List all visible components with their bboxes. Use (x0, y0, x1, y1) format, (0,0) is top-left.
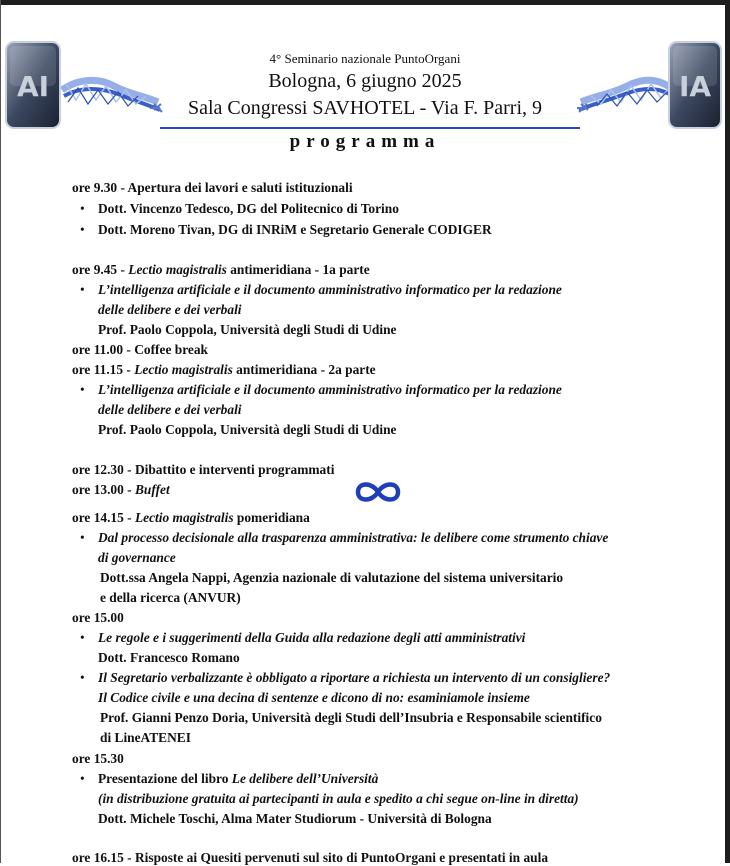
document-frame-top (0, 0, 730, 5)
session-opening (72, 180, 353, 196)
seminar-subtitle: 4° Seminario nazionale PuntoOrgani (269, 51, 461, 66)
session-time: ore 13.00 - (72, 482, 135, 497)
session-time: ore 9.45 - (72, 262, 129, 277)
speaker: Prof. Paolo Coppola, Università degli Studi di Udine (98, 422, 397, 437)
greeting-item: • Dott. Vincenzo Tedesco, DG del Politecnico di Torino (98, 201, 399, 217)
book-note: (in distribuzione gratuita ai partecipanti in aula e spedito a chi segue on-line in diretta) (98, 791, 579, 806)
lectio-label: Lectio magistralis (128, 262, 227, 277)
talk-title: • Dal processo decisionale alla trasparenza amministrativa: le delibere come strumento chiave (98, 530, 608, 546)
speaker: Prof. Paolo Coppola, Università degli Studi di Udine (98, 322, 397, 337)
document-frame-left (0, 0, 1, 863)
session-debate: ore 12.30 - Dibattito e interventi programmati (72, 462, 335, 477)
talk-title-cont: delle delibere e dei verbali (98, 402, 242, 417)
talk-title-cont: delle delibere e dei verbali (98, 302, 242, 317)
session-time: ore 14.15 - (72, 510, 135, 525)
book-title: Le delibere dell’Università (231, 771, 379, 786)
book-presentation (98, 771, 378, 787)
session-lectio-2 (72, 362, 376, 378)
ia-logo-right (577, 38, 725, 140)
greeting-item: • Dott. Moreno Tivan, DG di INRiM e Segretario Generale CODIGER (98, 222, 492, 238)
talk-title: • Il Segretario verbalizzante è obbligato a riportare a richiesta un intervento di un consigliere? (98, 670, 610, 686)
talk-title: • L’intelligenza artificiale e il documento amministrativo informatico per la redazione (98, 282, 562, 298)
speaker: Prof. Gianni Penzo Doria, Università degli Studi dell’Insubria e Responsabile scientifico (100, 710, 602, 725)
session-lectio-1 (72, 262, 370, 278)
speaker: Dott. Francesco Romano (98, 650, 240, 665)
talk-title-cont: di governance (98, 550, 176, 565)
event-date: Bologna, 6 giugno 2025 (268, 70, 462, 92)
speaker: Dott. Michele Toschi, Alma Mater Studiorum - Università di Bologna (98, 811, 492, 826)
ai-logo-left-text: AI (16, 70, 50, 103)
header-divider (160, 127, 580, 129)
session-title: Buffet (134, 482, 170, 497)
session-qa: ore 16.15 - Risposte ai Quesiti pervenuti sul sito di PuntoOrgani e presentati in aula (72, 850, 549, 865)
session-time: ore 11.15 - (72, 362, 135, 377)
session-coffee-break: ore 11.00 - Coffee break (72, 342, 208, 357)
lectio-label: Lectio magistralis (134, 362, 233, 377)
ia-logo-right-text: IA (678, 70, 712, 103)
event-venue: Sala Congressi SAVHOTEL - Via F. Parri, 9 (187, 97, 543, 119)
lectio-label: Lectio magistralis (134, 510, 234, 525)
book-label: Presentazione del libro (98, 771, 232, 786)
speaker-cont: di LineATENEI (100, 730, 191, 745)
document-frame-right (725, 0, 730, 863)
section-title: programma (289, 131, 441, 152)
session-title: - Apertura dei lavori e saluti istituzionali (117, 180, 353, 195)
session-lectio-3 (72, 510, 310, 526)
infinity-icon (354, 478, 402, 506)
session-title: antimeridiana - 1a parte (226, 262, 370, 277)
session-time: ore 9.30 (72, 180, 118, 195)
speaker: Dott.ssa Angela Nappi, Agenzia nazionale di valutazione del sistema universitario (100, 570, 564, 585)
talk-title-cont: Il Codice civile e una decina di sentenze e dicono di no: esaminiamole insieme (98, 690, 530, 705)
talk-title: • Le regole e i suggerimenti della Guida alla redazione degli atti amministrativi (98, 630, 525, 646)
session-title: antimeridiana - 2a parte (232, 362, 376, 377)
talk-title: • L’intelligenza artificiale e il documento amministrativo informatico per la redazione (98, 382, 562, 398)
session-buffet (72, 482, 170, 498)
ai-logo-left (4, 38, 164, 140)
session-title: pomeridiana (233, 510, 310, 525)
speaker-cont: e della ricerca (ANVUR) (100, 590, 241, 605)
session-1500: ore 15.00 (72, 610, 124, 625)
session-1530: ore 15.30 (72, 751, 124, 766)
